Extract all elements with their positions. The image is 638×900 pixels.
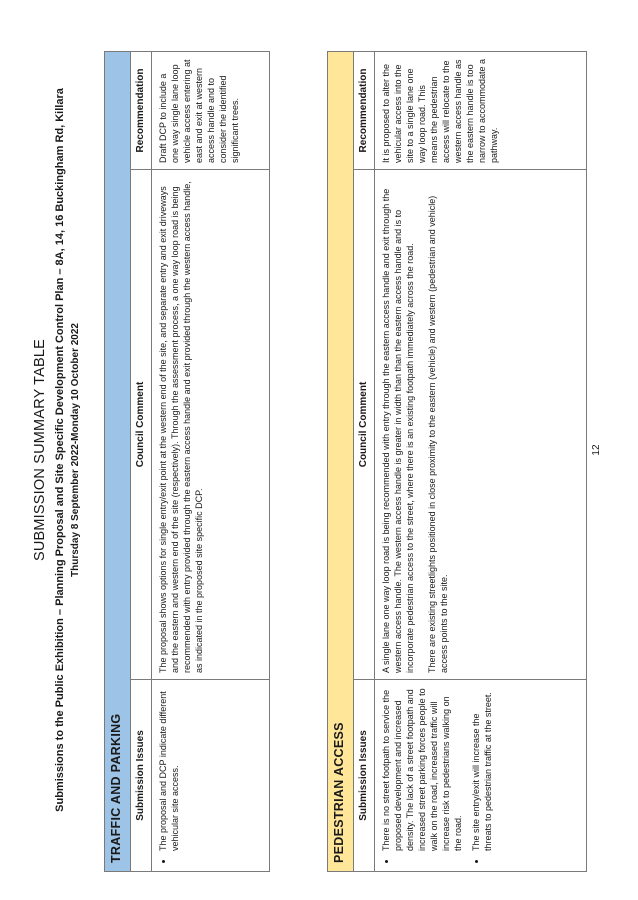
issue-item: • The site entry/exit will increase the threats to pedestrian traffic at the street.	[470, 686, 494, 851]
issue-item: • There is no street footpath to service the proposed development and increased density. The lack of a street footpath and increased street parking forces people to walk on the road, increased traffic will increase risk to pedestrians walking on the road.	[380, 686, 464, 851]
column-header-recommendation: Recommendation	[354, 52, 375, 170]
section-title-pedestrian: PEDESTRIAN ACCESS	[328, 52, 354, 872]
section-title-traffic: TRAFFIC AND PARKING	[105, 52, 131, 872]
recommendation-cell: Draft DCP to include a one way single lane loop vehicle access entering at east and exit at western access handle and to consider the identified significant trees.	[152, 52, 270, 170]
issues-cell	[152, 680, 270, 872]
comment-cell	[375, 170, 587, 680]
comment-paragraph: The proposal shows options for single entry/exit point at the western end of the site, and separate entry and exit driveways and the eastern and western end of the site (respectively). Through the assessment process, a one way loop road is being recommended with entry provided through the eastern access handle and exit provided through the western access handle, as indicated in the proposed site specific DCP.	[158, 181, 204, 673]
comment-paragraph: There are existing streetlights positioned in close proximity to the eastern (vehicle) and western (pedestrian and vehicle) access points to the site.	[427, 195, 449, 673]
column-header-recommendation: Recommendation	[131, 52, 152, 170]
page-subtitle: Submissions to the Public Exhibition – Planning Proposal and Site Specific Development Control Plan – 8A, 14, 16 Buckingham Rd, Killara	[54, 88, 66, 812]
landscape-page	[20, 15, 620, 885]
page-title: SUBMISSION SUMMARY TABLE	[32, 338, 48, 562]
comment-paragraph: A single lane one way loop road is being recommended with entry through the eastern access handle and exit through the western access handle. The western access handle is greater in width than than the eastern access handle and is to incorporate pedestrian access to the street, where there is an existing footpath immediately across the road.	[381, 188, 415, 673]
comment-cell	[152, 170, 270, 680]
issue-item: • The proposal and DCP indicate different vehicular site access.	[157, 686, 181, 851]
traffic-parking-table	[104, 51, 270, 872]
column-header-comment: Council Comment	[354, 170, 375, 680]
page-number: 12	[591, 444, 602, 456]
issues-cell	[375, 680, 587, 872]
recommendation-cell: It is proposed to alter the vehicular access into the site to a single lane one way loop road. This means the pedestrian access will relocate to the western access handle as the eastern handle is too narrow to accommodate a pathway.	[375, 52, 587, 170]
pedestrian-access-table	[327, 51, 587, 872]
column-header-issues: Submission Issues	[131, 680, 152, 872]
exhibition-dates: Thursday 8 September 2022-Monday 10 October 2022	[70, 323, 81, 577]
column-header-comment: Council Comment	[131, 170, 152, 680]
column-header-issues: Submission Issues	[354, 680, 375, 872]
